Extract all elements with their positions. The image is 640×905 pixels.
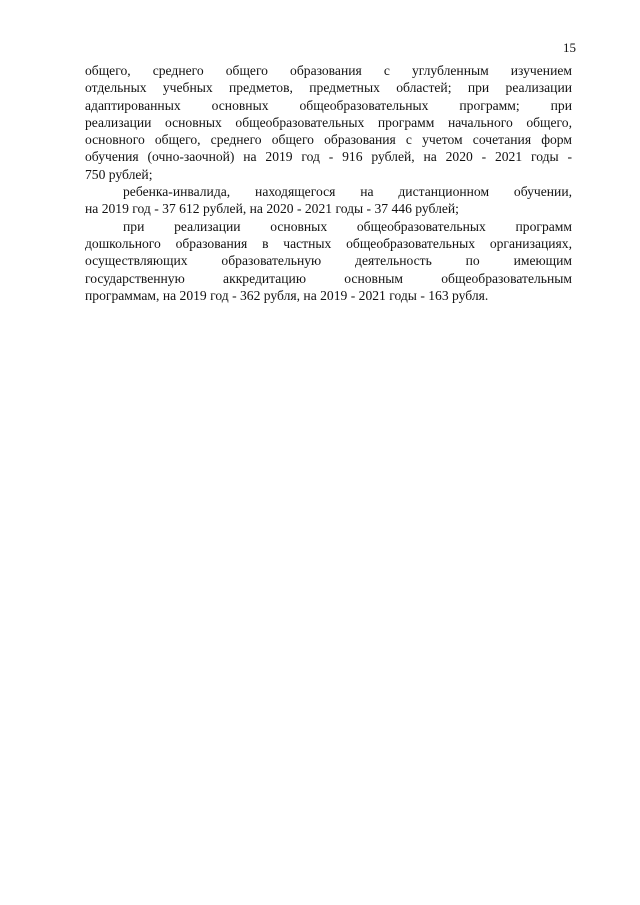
- text-line: 750 рублей;: [85, 166, 153, 182]
- text-line: основного общего, среднего общего образования с учетом сочетания форм: [85, 132, 572, 148]
- text-line: отдельных учебных предметов, предметных областей; при реализации: [85, 80, 572, 96]
- text-line: реализации основных общеобразовательных программ начального общего,: [85, 114, 572, 130]
- paragraph-disabled-child: [85, 183, 572, 218]
- paragraph-general-education: [85, 62, 572, 183]
- document-body: [85, 62, 572, 304]
- page-number: 15: [563, 40, 576, 55]
- text-line: на 2019 год - 37 612 рублей, на 2020 - 2021 годы - 37 446 рублей;: [85, 201, 459, 217]
- text-line: при реализации основных общеобразовательных программ: [123, 218, 572, 234]
- text-line: общего, среднего общего образования с углубленным изучением: [85, 63, 572, 78]
- text-line: осуществляющих образовательную деятельность по имеющим: [85, 253, 572, 269]
- text-line: ребенка-инвалида, находящегося на дистанционном обучении,: [123, 184, 572, 200]
- text-line: адаптированных основных общеобразовательных программ; при: [85, 97, 572, 113]
- text-line: государственную аккредитацию основным общеобразовательным: [85, 270, 572, 286]
- text-line: дошкольного образования в частных общеобразовательных организациях,: [85, 235, 572, 251]
- paragraph-preschool-private: [85, 218, 572, 304]
- text-line: программам, на 2019 год - 362 рубля, на 2019 - 2021 годы - 163 рубля.: [85, 287, 489, 303]
- text-line: обучения (очно-заочной) на 2019 год - 916 рублей, на 2020 - 2021 годы -: [85, 149, 572, 165]
